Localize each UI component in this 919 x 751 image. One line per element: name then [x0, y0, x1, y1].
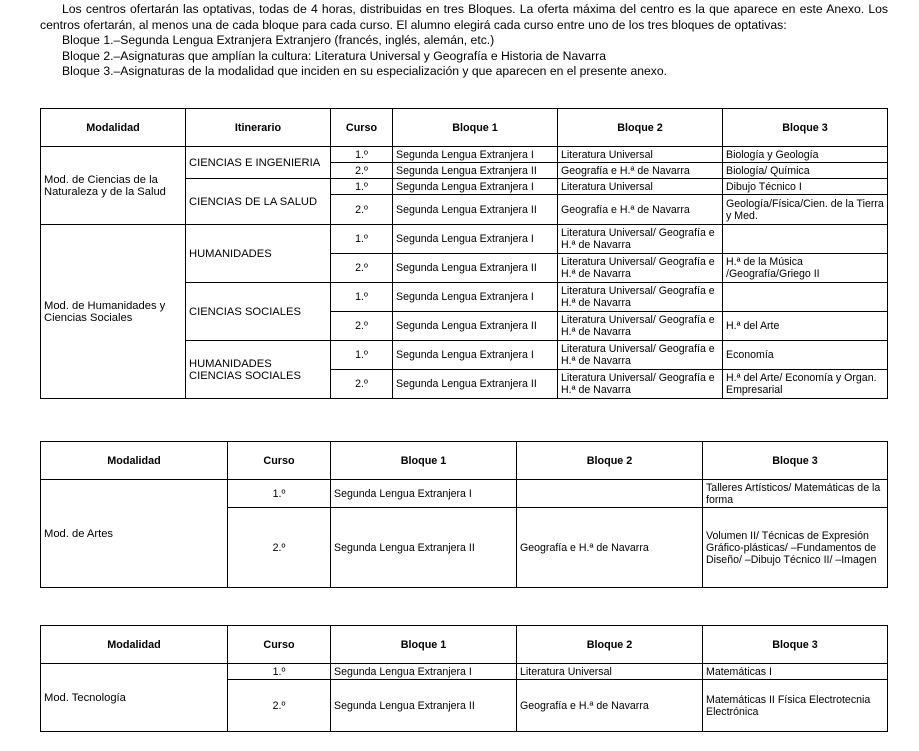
header-itinerario: Itinerario [186, 109, 331, 147]
curso-cell: 2.º [331, 254, 393, 283]
curso-cell: 1.º [331, 341, 393, 370]
header-bloque-2: Bloque 2 [517, 626, 703, 664]
bloque-3-cell: Talleres Artísticos/ Matemáticas de la forma [703, 480, 888, 508]
header-bloque-1: Bloque 1 [331, 626, 517, 664]
bloque-3-cell: Matemáticas II Física Electrotecnia Electrónica [703, 680, 888, 732]
table-row [41, 225, 888, 254]
header-modalidad: Modalidad [41, 626, 228, 664]
table-header-row [41, 109, 888, 147]
bloque-2-cell: Geografía e H.ª de Navarra [558, 163, 723, 179]
curso-cell: 1.º [331, 225, 393, 254]
modalidad-cell: Mod. Tecnología [41, 664, 228, 732]
bloque-3-cell: H.ª del Arte [723, 312, 888, 341]
bloque-1-description: Bloque 1.–Segunda Lengua Extranjera Extranjero (francés, inglés, alemán, etc.) [62, 33, 495, 48]
modalidad-cell: Mod. de Humanidades y Ciencias Sociales [41, 225, 186, 399]
header-curso: Curso [228, 442, 331, 480]
bloque-2-description: Bloque 2.–Asignaturas que amplían la cultura: Literatura Universal y Geografía e Historia de Navarra [62, 48, 606, 63]
bloque-2-cell [517, 480, 703, 508]
bloque-1-cell: Segunda Lengua Extranjera II [393, 195, 558, 225]
bloque-1-cell: Segunda Lengua Extranjera I [393, 225, 558, 254]
curso-cell: 1.º [228, 664, 331, 680]
bloque-1-cell: Segunda Lengua Extranjera I [393, 147, 558, 163]
header-modalidad: Modalidad [41, 442, 228, 480]
bloque-1-cell: Segunda Lengua Extranjera II [393, 312, 558, 341]
bloque-2-cell: Geografía e H.ª de Navarra [517, 680, 703, 732]
header-bloque-3: Bloque 3 [703, 626, 888, 664]
curso-cell: 1.º [228, 480, 331, 508]
curso-cell: 2.º [331, 163, 393, 179]
bloque-2-cell: Literatura Universal/ Geografía e H.ª de Navarra [558, 341, 723, 370]
header-bloque-3: Bloque 3 [723, 109, 888, 147]
bloque-3-cell: Matemáticas I [703, 664, 888, 680]
bloque-3-cell [723, 283, 888, 312]
curso-cell: 1.º [331, 179, 393, 195]
header-bloque-2: Bloque 2 [517, 442, 703, 480]
header-bloque-1: Bloque 1 [331, 442, 517, 480]
itinerario-cell: CIENCIAS E INGENIERIA [186, 147, 331, 179]
bloque-2-cell: Geografía e H.ª de Navarra [517, 508, 703, 588]
table-header-row [41, 442, 888, 480]
bloque-3-description: Bloque 3.–Asignaturas de la modalidad que inciden en su especialización y que aparecen en el presente anexo. [62, 64, 668, 79]
bloque-3-cell: Biología/ Química [723, 163, 888, 179]
intro-text [40, 2, 888, 80]
bloque-3-cell: Biología y Geología [723, 147, 888, 163]
bloque-2-cell: Geografía e H.ª de Navarra [558, 195, 723, 225]
bloque-1-cell: Segunda Lengua Extranjera II [331, 508, 517, 588]
table-ciencias-humanidades [40, 108, 888, 399]
header-bloque-3: Bloque 3 [703, 442, 888, 480]
table-row [41, 480, 888, 508]
bloque-2-cell: Literatura Universal/ Geografía e H.ª de Navarra [558, 254, 723, 283]
bloque-2-cell: Literatura Universal/ Geografía e H.ª de Navarra [558, 312, 723, 341]
bloque-3-cell: H.ª del Arte/ Economía y Organ. Empresarial [723, 370, 888, 399]
bloque-1-cell: Segunda Lengua Extranjera II [331, 680, 517, 732]
intro-paragraph: Los centros ofertarán las optativas, todas de 4 horas, distribuidas en tres Bloques. La oferta máxima del centro es la que aparece en este Anexo. Los centros ofertarán, al menos una de cada bloque para cada curso. El alumno elegirá cada curso entre uno de los tres bloques de optativas: [40, 2, 888, 32]
bloque-3-cell: Volumen II/ Técnicas de Expresión Gráfico-plásticas/ –Fundamentos de Diseño/ –Dibujo Técnico II/ –Imagen [703, 508, 888, 588]
bloque-2-cell: Literatura Universal [558, 147, 723, 163]
header-curso: Curso [228, 626, 331, 664]
bloque-1-cell: Segunda Lengua Extranjera I [393, 341, 558, 370]
table-header-row [41, 626, 888, 664]
table-tecnologia [40, 625, 888, 732]
curso-cell: 2.º [331, 312, 393, 341]
bloque-3-cell [723, 225, 888, 254]
bloque-2-cell: Literatura Universal/ Geografía e H.ª de Navarra [558, 283, 723, 312]
table-row [41, 664, 888, 680]
bloque-1-cell: Segunda Lengua Extranjera II [393, 370, 558, 399]
bloque-1-cell: Segunda Lengua Extranjera I [393, 179, 558, 195]
bloque-1-cell: Segunda Lengua Extranjera I [331, 480, 517, 508]
itinerario-cell: HUMANIDADES [186, 225, 331, 283]
itinerario-cell: CIENCIAS DE LA SALUD [186, 179, 331, 225]
table-artes [40, 441, 888, 588]
bloque-3-cell: Economía [723, 341, 888, 370]
header-curso: Curso [331, 109, 393, 147]
header-modalidad: Modalidad [41, 109, 186, 147]
bloque-3-cell: Dibujo Técnico I [723, 179, 888, 195]
bloque-2-cell: Literatura Universal [558, 179, 723, 195]
modalidad-cell: Mod. de Ciencias de la Naturaleza y de la Salud [41, 147, 186, 225]
curso-cell: 1.º [331, 147, 393, 163]
curso-cell: 2.º [228, 508, 331, 588]
itinerario-cell: HUMANIDADES CIENCIAS SOCIALES [186, 341, 331, 399]
bloque-2-cell: Literatura Universal/ Geografía e H.ª de Navarra [558, 370, 723, 399]
bloque-1-cell: Segunda Lengua Extranjera II [393, 163, 558, 179]
curso-cell: 2.º [331, 370, 393, 399]
curso-cell: 2.º [228, 680, 331, 732]
bloque-1-cell: Segunda Lengua Extranjera II [393, 254, 558, 283]
curso-cell: 2.º [331, 195, 393, 225]
bloque-1-cell: Segunda Lengua Extranjera I [331, 664, 517, 680]
bloque-3-cell: Geología/Física/Cien. de la Tierra y Med. [723, 195, 888, 225]
bloque-1-cell: Segunda Lengua Extranjera I [393, 283, 558, 312]
header-bloque-1: Bloque 1 [393, 109, 558, 147]
curso-cell: 1.º [331, 283, 393, 312]
table-row [41, 147, 888, 163]
bloque-2-cell: Literatura Universal/ Geografía e H.ª de Navarra [558, 225, 723, 254]
modalidad-cell: Mod. de Artes [41, 480, 228, 588]
bloque-2-cell: Literatura Universal [517, 664, 703, 680]
itinerario-cell: CIENCIAS SOCIALES [186, 283, 331, 341]
bloque-3-cell: H.ª de la Música /Geografía/Griego II [723, 254, 888, 283]
header-bloque-2: Bloque 2 [558, 109, 723, 147]
